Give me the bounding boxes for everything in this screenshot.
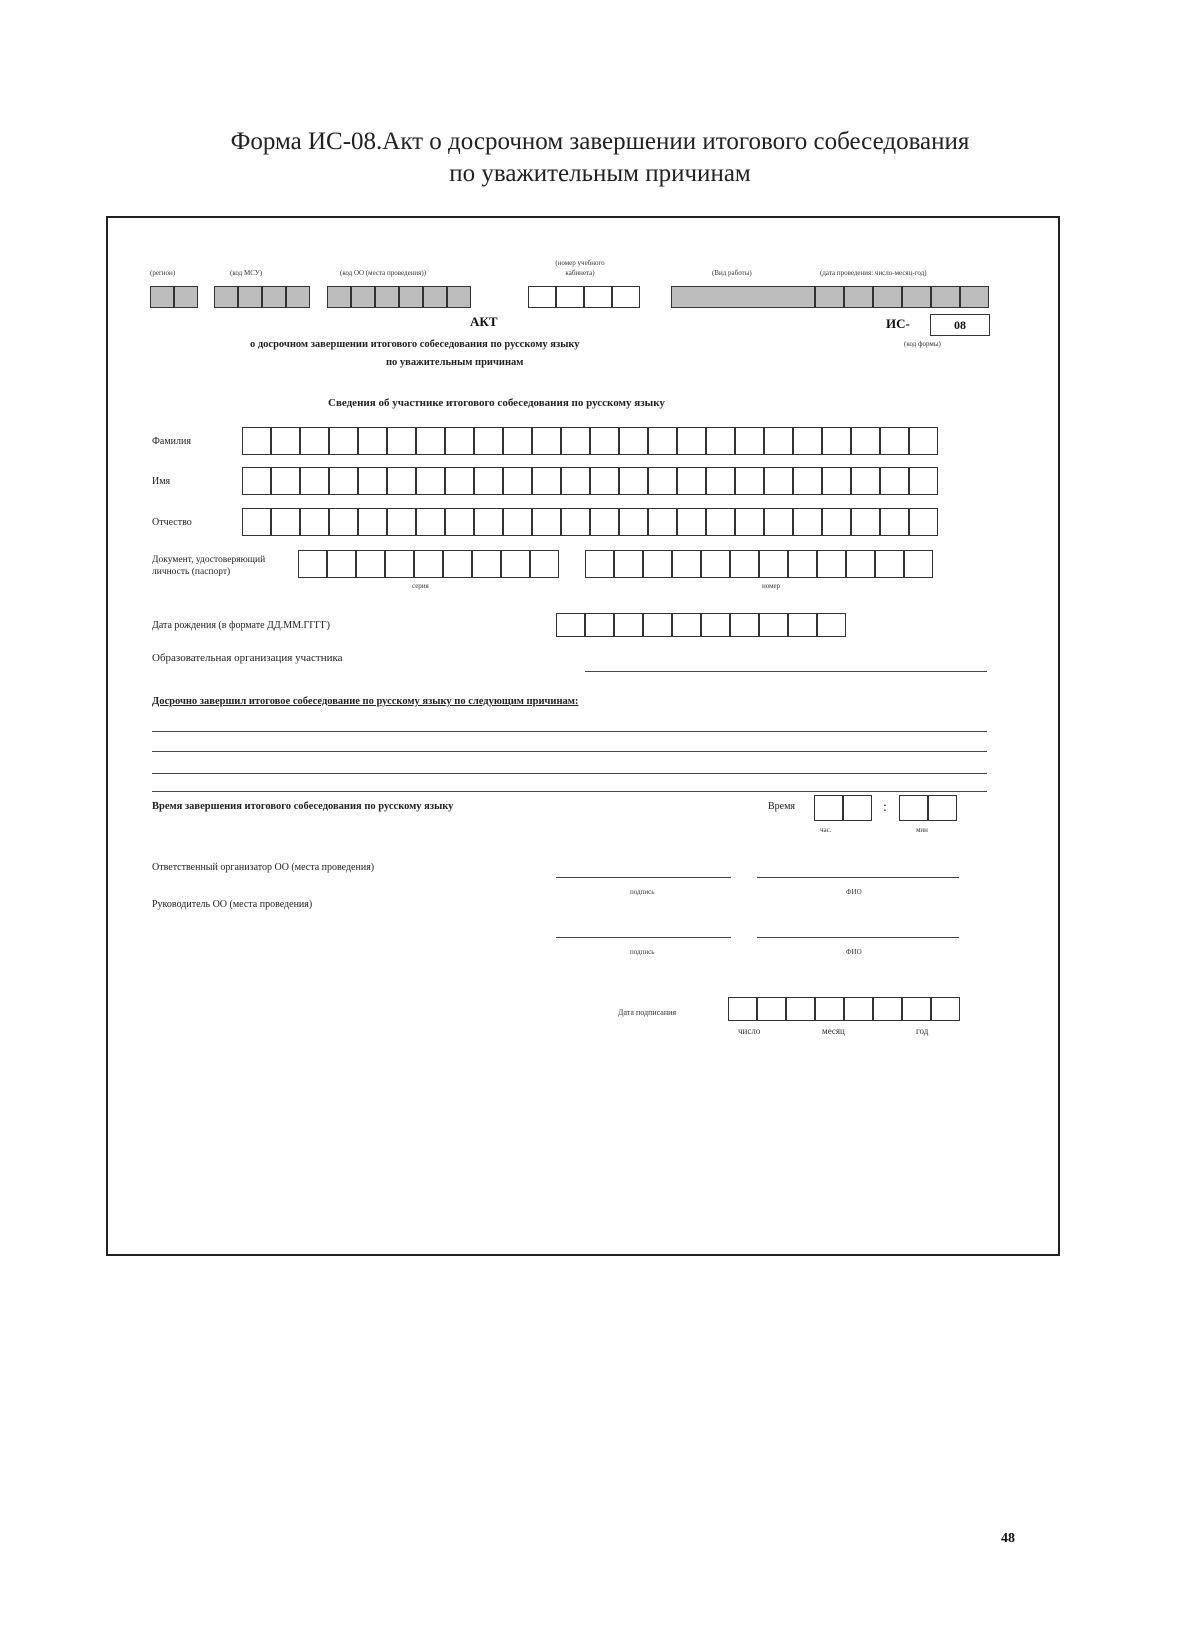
head-signature-line[interactable]	[556, 937, 731, 938]
form-code-prefix: ИС-	[886, 316, 910, 331]
organizer-signature-line[interactable]	[556, 877, 731, 878]
act-title: АКТ	[470, 314, 498, 329]
hours-cells[interactable]	[814, 795, 872, 821]
surname-cells[interactable]	[242, 427, 938, 455]
cabinet-caption: (номер учебного кабинета)	[555, 259, 605, 277]
day-caption: число	[738, 1026, 761, 1036]
organizer-label: Ответственный организатор ОО (места проведения)	[152, 862, 375, 873]
region-caption: (регион)	[150, 269, 176, 277]
signing-date-cells[interactable]	[728, 997, 960, 1021]
signing-date-label: Дата подписания	[618, 1008, 677, 1017]
msu-caption: (код МСУ)	[230, 269, 263, 277]
document-series-cells[interactable]	[298, 550, 559, 578]
surname-label: Фамилия	[152, 436, 191, 447]
form-code-box	[930, 314, 990, 336]
act-subtitle-2: по уважительным причинам	[386, 357, 524, 368]
finish-time-label: Время завершения итогового собеседования по русскому языку	[152, 801, 454, 812]
series-caption: серия	[412, 582, 429, 590]
hours-caption: час.	[820, 826, 832, 834]
oo-caption: (код ОО (места проведения))	[340, 269, 427, 277]
patronymic-cells[interactable]	[242, 508, 938, 536]
reasons-label: Досрочно завершил итоговое собеседование по русскому языку по следующим причинам:	[152, 696, 579, 707]
reasons-line-1[interactable]	[152, 731, 987, 732]
work-type-cells[interactable]	[671, 286, 815, 308]
head-fio-line[interactable]	[757, 937, 959, 938]
oo-code-cells[interactable]	[327, 286, 471, 308]
event-date-cells[interactable]	[815, 286, 989, 308]
time-label: Время	[768, 801, 796, 812]
head-fio-caption: ФИО	[846, 948, 862, 956]
organizer-fio-line[interactable]	[757, 877, 959, 878]
number-caption: номер	[762, 582, 781, 590]
patronymic-label: Отчество	[152, 517, 192, 528]
document-label: Документ, удостоверяющий личность (паспорт)	[152, 555, 266, 577]
minutes-caption: мин	[916, 826, 928, 834]
page-number: 48	[1001, 1531, 1015, 1546]
work-type-caption: (Вид работы)	[712, 269, 752, 277]
reasons-line-2[interactable]	[152, 751, 987, 752]
page-title-line-1: Форма ИС-08.Акт о досрочном завершении итогового собеседования	[230, 128, 970, 155]
region-code-cells[interactable]	[150, 286, 198, 308]
name-cells[interactable]	[242, 467, 938, 495]
time-separator: :	[883, 800, 887, 815]
reasons-line-3[interactable]	[152, 773, 987, 774]
form-frame	[106, 216, 1060, 1256]
date-caption: (дата проведения: число-месяц-год)	[820, 269, 927, 277]
act-subtitle-1: о досрочном завершении итогового собеседования по русскому языку	[250, 339, 580, 350]
organization-line[interactable]	[585, 671, 987, 672]
participant-section-title: Сведения об участнике итогового собеседования по русскому языку	[328, 397, 665, 409]
organization-label: Образовательная организация участника	[152, 652, 343, 664]
head-label: Руководитель ОО (места проведения)	[152, 899, 313, 910]
month-caption: месяц	[822, 1026, 845, 1036]
birth-date-cells[interactable]	[556, 613, 846, 637]
organizer-signature-caption: подпись	[630, 888, 655, 896]
form-code-number: 08	[954, 318, 966, 332]
form-code-caption: (код формы)	[904, 340, 941, 348]
name-label: Имя	[152, 476, 171, 487]
cabinet-number-cells[interactable]	[528, 286, 640, 308]
year-caption: год	[916, 1026, 929, 1036]
document-number-cells[interactable]	[585, 550, 933, 578]
organizer-fio-caption: ФИО	[846, 888, 862, 896]
msu-code-cells[interactable]	[214, 286, 310, 308]
page-title-line-2: по уважительным причинам	[449, 160, 751, 187]
birth-date-label: Дата рождения (в формате ДД.ММ.ГГГГ)	[152, 620, 330, 631]
minutes-cells[interactable]	[899, 795, 957, 821]
reasons-line-4[interactable]	[152, 791, 987, 792]
head-signature-caption: подпись	[630, 948, 655, 956]
page-title	[0, 126, 1200, 190]
